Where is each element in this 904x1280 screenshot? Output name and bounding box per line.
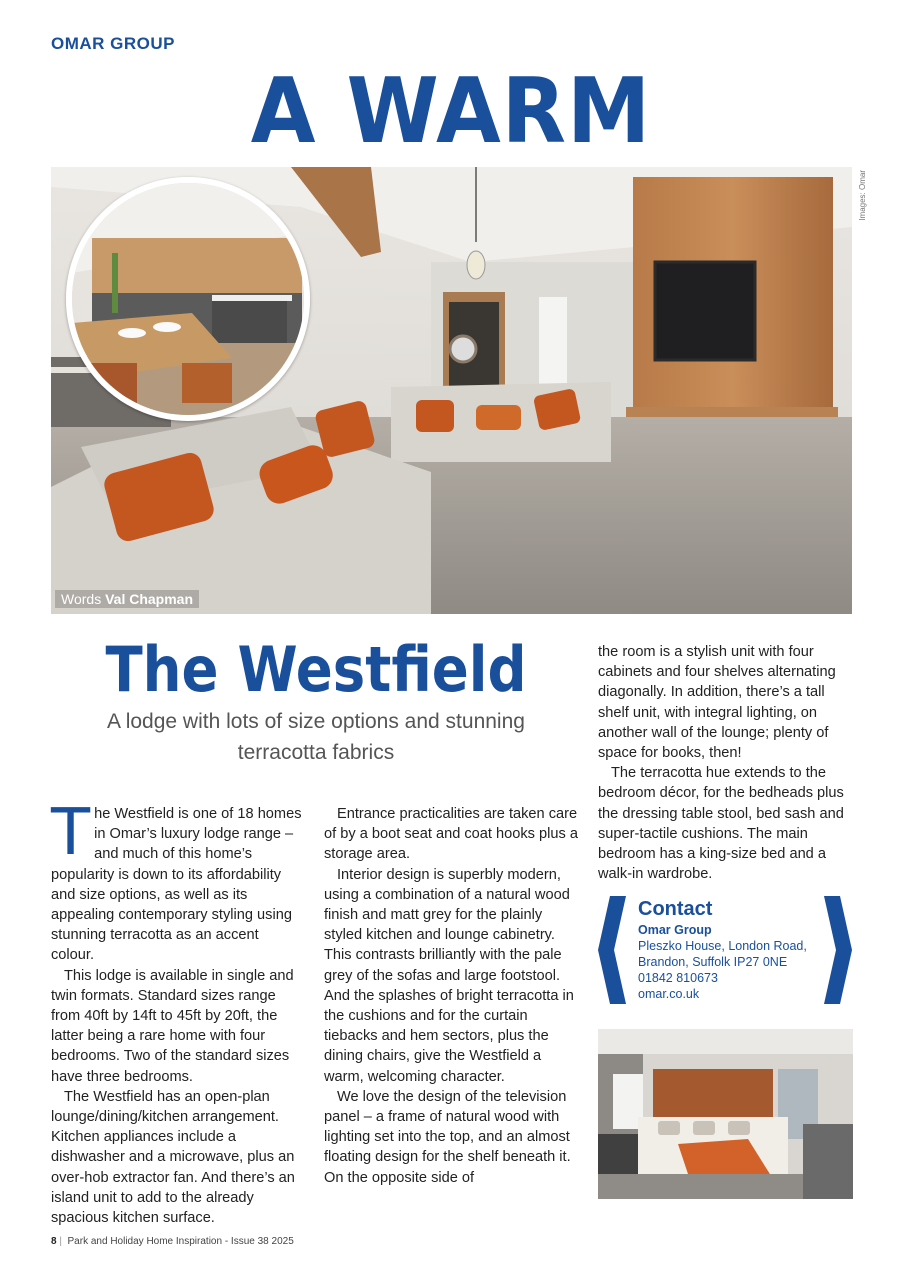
contact-website[interactable]: omar.co.uk	[638, 987, 700, 1001]
contact-phone[interactable]: 01842 810673	[638, 971, 718, 985]
paragraph: This lodge is available in single and twin formats. Standard sizes range from 40ft by 14ft to 45ft by 20ft, the latter being a rare home with four bedrooms. Two of the standard sizes have three bedrooms.	[51, 967, 294, 1085]
contact-heading: Contact	[638, 898, 713, 920]
contact-details	[638, 896, 828, 1002]
contact-box	[598, 896, 852, 1004]
paragraph: Entrance practicalities are taken care of by a boot seat and coat hooks plus a storage area.	[324, 806, 578, 863]
paragraph: Interior design is superbly modern, using a combination of a natural wood finish and matt grey for the plainly styled kitchen and lounge cabinetry. This contrasts brilliantly with the pale grey of the sofas and large footstool. And the splashes of bright terracotta in the cushions and for the curtain tiebacks and hem sectors, plus the dining chairs, give the Westfield a warm, welcoming character.	[324, 866, 574, 1085]
contact-company: Omar Group	[638, 923, 712, 937]
bedroom-photo	[598, 1029, 853, 1199]
author-name: Val Chapman	[105, 591, 194, 607]
contact-address: Pleszko House, London Road, Brandon, Suffolk IP27 0NE	[638, 939, 807, 969]
paragraph: We love the design of the television panel – a frame of natural wood with lighting set into the top, and an almost floating design for the shelf beneath it. On the opposite side of	[324, 1088, 571, 1186]
page-number: 8	[51, 1236, 57, 1247]
article-standfirst: A lodge with lots of size options and stunning terracotta fabrics	[107, 710, 525, 764]
paragraph: The terracotta hue extends to the bedroom décor, for the bedheads plus the dressing table stool, bed sash and super-tactile cushions. The main bedroom has a king-size bed and a walk-in wardrobe.	[598, 765, 844, 883]
paragraph: The Westfield is one of 18 homes in Omar’s luxury lodge range – and much of this home’s popularity is down to its affordability and size options, as well as its appealing contemporary styling using stunning terracotta as an accent colour.	[51, 796, 302, 964]
paragraph: The Westfield has an open-plan lounge/dining/kitchen arrangement. Kitchen appliances include a dishwasher and a microwave, plus an over-hob extractor fan. And there’s an island unit to add to the already spacious kitchen surface.	[51, 1088, 295, 1227]
page-footer: 8 | Park and Holiday Home Inspiration - Issue 38 2025	[51, 1236, 294, 1247]
kitchen-inset-photo	[66, 177, 310, 421]
article-column-1	[51, 796, 304, 1228]
article-title: The Westfield	[105, 633, 527, 706]
publication-name: Park and Holiday Home Inspiration - Issue 38 2025	[67, 1236, 294, 1247]
section-kicker: OMAR GROUP	[51, 34, 175, 53]
left-bracket-icon	[598, 896, 632, 1004]
right-bracket-icon	[818, 896, 852, 1004]
paragraph: the room is a stylish unit with four cabinets and four shelves alternating diagonally. In addition, there’s a tall shelf unit, with integral lighting, on another wall of the lounge; plenty of space for books, then!	[598, 644, 836, 762]
drop-cap: T	[51, 796, 91, 870]
page-headline: A WARM	[250, 59, 652, 164]
article-column-3	[598, 642, 852, 884]
author-credit: Words Val Chapman	[55, 590, 199, 608]
article-column-2	[324, 804, 580, 1188]
image-credit: Images: Omar	[858, 170, 867, 221]
